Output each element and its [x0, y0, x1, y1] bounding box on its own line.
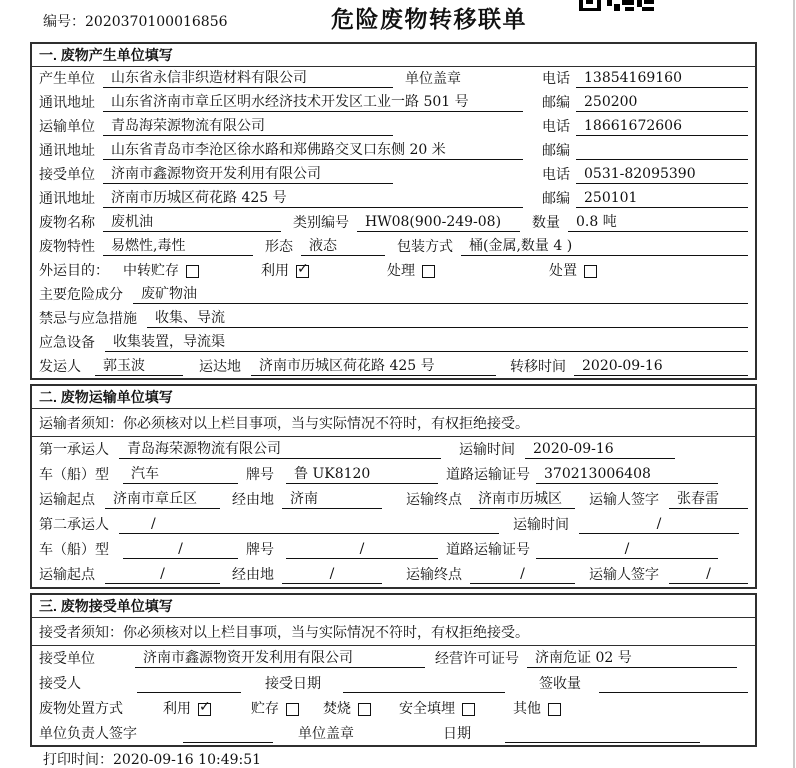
main-hazard-value: 废矿物油: [133, 285, 748, 304]
transport-time-value: 2020-09-16: [525, 440, 675, 459]
option-utilize-label: 利用: [261, 263, 289, 279]
option-treat-label: 处理: [387, 263, 415, 279]
page-right-edge: [793, 0, 795, 768]
option-utilize-3-label: 利用: [163, 701, 191, 717]
row-receive-unit: [32, 646, 755, 671]
qr-code-fragment: [579, 0, 655, 11]
producer-phone-label: 电话: [542, 71, 570, 87]
row-producer-address: [32, 91, 755, 115]
origin-2-label: 运输起点: [39, 567, 95, 583]
unit-seal-3-label: 单位盖章: [298, 726, 354, 742]
receive-date-value: [343, 674, 505, 693]
destination-value: 济南市历城区荷花路 425 号: [251, 357, 496, 376]
via-2-value: /: [282, 565, 382, 584]
transporter-postcode-label: 邮编: [542, 143, 570, 159]
producer-address-label: 通讯地址: [39, 95, 95, 111]
vehicle-type-2-label: 车（船）型: [39, 542, 109, 558]
row-second-carrier: [32, 512, 755, 537]
checkbox-dispose: [584, 265, 597, 278]
producer-postcode-value: 250200: [576, 93, 748, 112]
receiver-phone-label: 电话: [542, 167, 570, 183]
consignor-label: 发运人: [39, 359, 81, 375]
carrier-signature-2-value: /: [669, 565, 748, 584]
serial-label: 编号：: [43, 14, 85, 30]
row-waste-property: [32, 235, 755, 259]
origin-2-value: /: [105, 565, 220, 584]
plate-number-value: 鲁 UK8120: [286, 465, 438, 484]
quantity-value: 0.8 吨: [568, 213, 748, 232]
row-receiver-unit: [32, 163, 755, 187]
section-producer-title: 一. 废物产生单位填写: [32, 44, 755, 67]
responsible-signature-value: [183, 724, 273, 743]
checkbox-incinerate: [358, 703, 371, 716]
second-carrier-value: /: [119, 515, 499, 534]
receive-person-label: 接受人: [39, 676, 81, 692]
destination-label: 运达地: [199, 359, 241, 375]
main-hazard-label: 主要危险成分: [39, 287, 123, 303]
receiver-address-label: 通讯地址: [39, 191, 95, 207]
road-permit-value: 370213006408: [536, 465, 718, 484]
transporter-address-value: 山东省青岛市李沧区徐水路和郑佛路交叉口东侧 20 米: [103, 141, 523, 160]
received-quantity-value: [599, 674, 748, 693]
transfer-date-value: 2020-09-16: [574, 357, 748, 376]
section-transporter: [30, 384, 757, 589]
quantity-label: 数量: [532, 215, 560, 231]
row-transfer-purpose: [32, 259, 755, 283]
section-producer: [30, 42, 757, 380]
checkbox-store: [286, 703, 299, 716]
date-label: 日期: [443, 726, 471, 742]
first-carrier-label: 第一承运人: [39, 442, 109, 458]
option-store-label: 贮存: [251, 701, 279, 717]
receiver-unit-value: 济南市鑫源物资开发利用有限公司: [103, 165, 393, 184]
row-receiver-address: [32, 187, 755, 211]
producer-unit-label: 产生单位: [39, 71, 95, 87]
responsible-signature-label: 单位负责人签字: [39, 726, 137, 742]
date-value: [505, 724, 700, 743]
row-disposal-method: [32, 696, 755, 721]
producer-phone-value: 13854169160: [576, 69, 748, 88]
emergency-equipment-label: 应急设备: [39, 335, 95, 351]
receiver-notice: 接受者须知：你必须核对以上栏目事项，当与实际情况不符时，有权拒绝接受。: [32, 618, 755, 646]
receive-date-label: 接受日期: [265, 676, 321, 692]
plate-number-label: 牌号: [246, 467, 274, 483]
producer-unit-value: 山东省永信非织造材料有限公司: [103, 69, 393, 88]
category-code-value: HW08(900-249-08): [357, 213, 520, 232]
receiver-address-value: 济南市历城区荷花路 425 号: [103, 189, 523, 208]
row-waste-name: [32, 211, 755, 235]
transfer-purpose-label: 外运目的：: [39, 263, 109, 279]
packaging-label: 包装方式: [397, 239, 453, 255]
plate-number-2-value: /: [286, 540, 438, 559]
option-incinerate-label: 焚烧: [323, 701, 351, 717]
transport-time-2-label: 运输时间: [513, 517, 569, 533]
category-code-label: 类别编号: [293, 215, 349, 231]
via-2-label: 经由地: [232, 567, 274, 583]
unit-seal-label: 单位盖章: [405, 71, 461, 87]
carrier-signature-value: 张春雷: [669, 490, 748, 509]
option-transfer-storage-label: 中转贮存: [123, 263, 179, 279]
emergency-equipment-value: 收集装置，导流渠: [105, 333, 748, 352]
serial-number-line: [43, 11, 228, 31]
option-other-label: 其他: [513, 701, 541, 717]
row-route-1: [32, 487, 755, 512]
receiver-unit-label: 接受单位: [39, 167, 95, 183]
via-label: 经由地: [232, 492, 274, 508]
transporter-address-label: 通讯地址: [39, 143, 95, 159]
waste-name-label: 废物名称: [39, 215, 95, 231]
print-time-line: [43, 749, 261, 768]
row-producer-unit: [32, 67, 755, 91]
page-title: 危险废物转移联单: [331, 6, 527, 32]
origin-value: 济南市章丘区: [105, 490, 220, 509]
receive-person-value: [137, 674, 241, 693]
section-receiver: [30, 593, 757, 747]
section-transporter-title: 二. 废物运输单位填写: [32, 386, 755, 409]
row-responsible-signature: [32, 721, 755, 746]
row-transporter-unit: [32, 115, 755, 139]
carrier-signature-label: 运输人签字: [589, 492, 659, 508]
checkbox-landfill: [462, 703, 475, 716]
serial-number: 2020370100016856: [85, 14, 228, 30]
license-number-value: 济南危证 02 号: [527, 649, 737, 668]
option-dispose-label: 处置: [549, 263, 577, 279]
vehicle-type-value: 汽车: [123, 465, 238, 484]
waste-property-label: 废物特性: [39, 239, 95, 255]
row-route-2: [32, 562, 755, 587]
road-permit-2-value: /: [536, 540, 718, 559]
row-vehicle-type-1: [32, 462, 755, 487]
received-quantity-label: 签收量: [539, 676, 581, 692]
vehicle-type-label: 车（船）型: [39, 467, 109, 483]
receiver-postcode-value: 250101: [576, 189, 748, 208]
print-time-label: 打印时间：: [43, 752, 113, 768]
row-vehicle-type-2: [32, 537, 755, 562]
receiver-phone-value: 0531-82095390: [576, 165, 748, 184]
producer-postcode-label: 邮编: [542, 95, 570, 111]
row-emergency-equipment: [32, 331, 755, 355]
checkbox-utilize-3: [198, 703, 211, 716]
checkbox-other: [548, 703, 561, 716]
via-value: 济南: [282, 490, 382, 509]
transport-time-2-value: /: [579, 515, 739, 534]
waste-name-value: 废机油: [103, 213, 281, 232]
consignor-value: 郭玉波: [95, 357, 183, 376]
transporter-notice: 运输者须知：你必须核对以上栏目事项，当与实际情况不符时，有权拒绝接受。: [32, 409, 755, 437]
row-consignor: [32, 355, 755, 379]
transporter-unit-label: 运输单位: [39, 119, 95, 135]
print-time-value: 2020-09-16 10:49:51: [113, 752, 262, 768]
physical-form-label: 形态: [265, 239, 293, 255]
transporter-phone-label: 电话: [542, 119, 570, 135]
checkbox-utilize: [296, 265, 309, 278]
transporter-postcode-value: [576, 141, 748, 160]
license-number-label: 经营许可证号: [435, 651, 519, 667]
disposal-method-label: 废物处置方式: [39, 701, 123, 717]
packaging-value: 桶(金属,数量 4 ): [461, 237, 748, 256]
transporter-unit-value: 青岛海荣源物流有限公司: [103, 117, 393, 136]
producer-address-value: 山东省济南市章丘区明水经济技术开发区工业一路 501 号: [103, 93, 523, 112]
first-carrier-value: 青岛海荣源物流有限公司: [119, 440, 441, 459]
road-permit-2-label: 道路运输证号: [446, 542, 530, 558]
road-permit-label: 道路运输证号: [446, 467, 530, 483]
physical-form-value: 液态: [301, 237, 385, 256]
transfer-date-label: 转移时间: [510, 359, 566, 375]
row-first-carrier: [32, 437, 755, 462]
row-emergency-measures: [32, 307, 755, 331]
receive-unit-label: 接受单位: [39, 651, 95, 667]
section-receiver-title: 三. 废物接受单位填写: [32, 595, 755, 618]
emergency-measures-value: 收集、导流: [147, 309, 748, 328]
second-carrier-label: 第二承运人: [39, 517, 109, 533]
transport-time-label: 运输时间: [459, 442, 515, 458]
checkbox-treat: [422, 265, 435, 278]
receive-unit-value: 济南市鑫源物资开发利用有限公司: [135, 649, 425, 668]
checkbox-transfer-storage: [186, 265, 199, 278]
row-transporter-address: [32, 139, 755, 163]
emergency-measures-label: 禁忌与应急措施: [39, 311, 137, 327]
origin-label: 运输起点: [39, 492, 95, 508]
plate-number-2-label: 牌号: [246, 542, 274, 558]
transporter-phone-value: 18661672606: [576, 117, 748, 136]
vehicle-type-2-value: /: [123, 540, 238, 559]
endpoint-value: 济南市历城区: [470, 490, 575, 509]
endpoint-label: 运输终点: [406, 492, 462, 508]
option-landfill-label: 安全填埋: [399, 701, 455, 717]
endpoint-2-label: 运输终点: [406, 567, 462, 583]
carrier-signature-2-label: 运输人签字: [589, 567, 659, 583]
receiver-postcode-label: 邮编: [542, 191, 570, 207]
row-receive-person: [32, 671, 755, 696]
waste-property-value: 易燃性,毒性: [103, 237, 253, 256]
row-main-hazard: [32, 283, 755, 307]
endpoint-2-value: /: [470, 565, 575, 584]
